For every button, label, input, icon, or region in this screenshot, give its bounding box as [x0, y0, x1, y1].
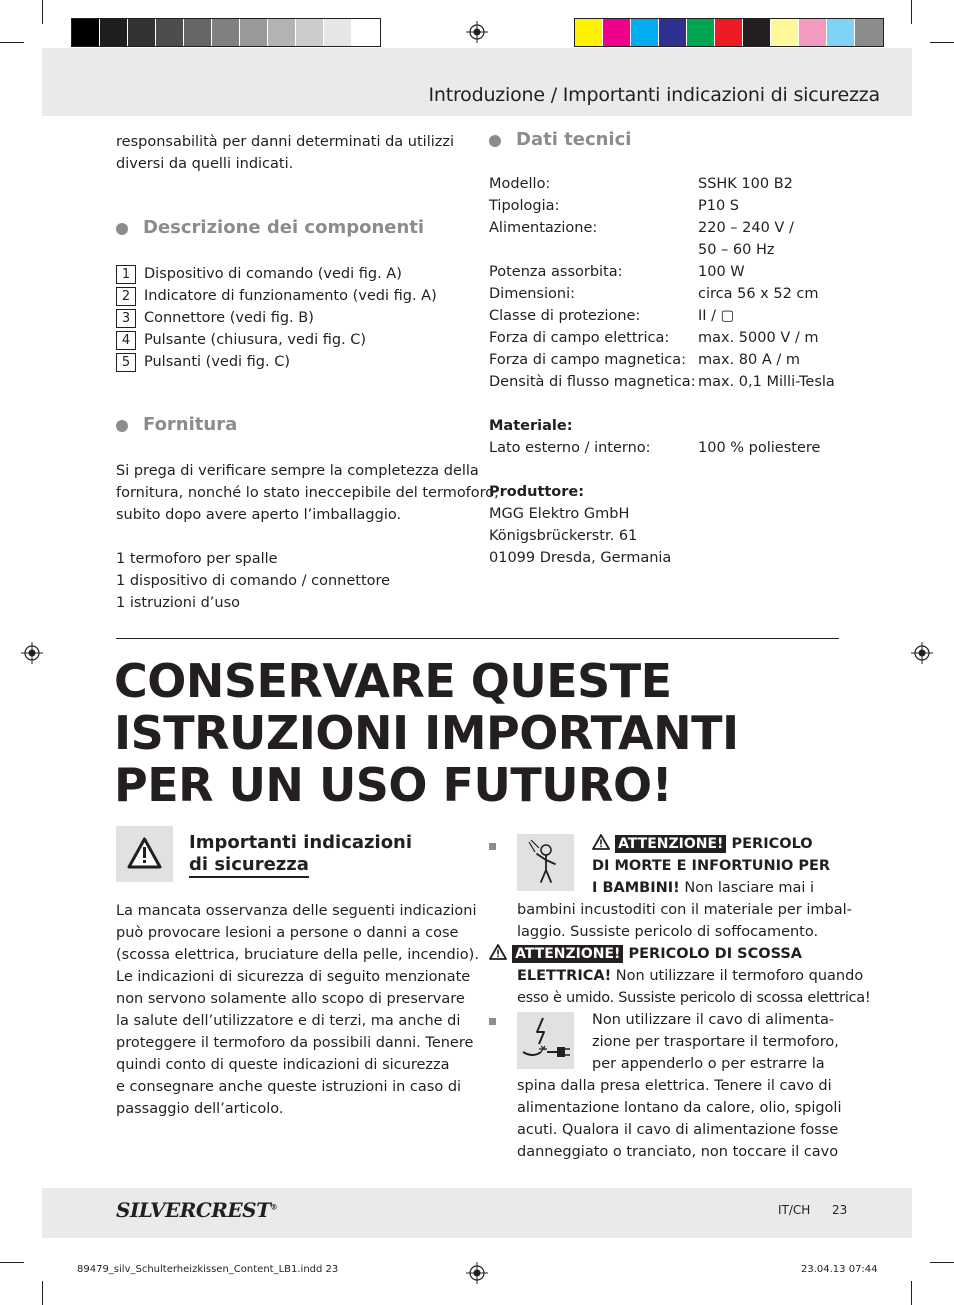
brand-logo: SILVERCREST®: [116, 1198, 277, 1222]
spec-value: max. 5000 V / m: [698, 330, 819, 346]
text-line: non servono solamente allo scopo di preservare: [116, 991, 465, 1007]
safety-heading: [189, 832, 412, 878]
text-line: responsabilità per danni determinati da utilizzi: [116, 134, 454, 150]
divider: [116, 638, 839, 639]
component-number: 5: [116, 353, 136, 372]
text-line: Si prega di verificare sempre la completezza della: [116, 463, 479, 479]
title-line: ISTRUZIONI IMPORTANTI: [114, 706, 739, 760]
damaged-cable-icon: [517, 1012, 574, 1069]
text-line: (scossa elettrica, bruciature della pelle, incendio).: [116, 947, 479, 963]
spec-value: P10 S: [698, 198, 740, 214]
warning-text: laggio. Sussiste pericolo di soffocamento.: [517, 924, 819, 940]
component-label: Pulsanti (vedi fig. C): [144, 354, 290, 370]
spec-value: SSHK 100 B2: [698, 176, 793, 192]
component-label: Indicatore di funzionamento (vedi fig. A): [144, 288, 437, 304]
warning-electric-cont: [517, 965, 870, 1009]
material-value: 100 % poliestere: [698, 440, 821, 456]
warning-text: acuti. Qualora il cavo di alimentazione fosse: [517, 1122, 839, 1138]
spec-value: II / ▢: [698, 308, 735, 324]
warning-triangle-icon: [489, 944, 507, 960]
text-line: e consegnare anche queste istruzioni in caso di: [116, 1079, 462, 1095]
crop-mark: [930, 42, 954, 43]
component-item: [116, 263, 402, 285]
section-bullet: [489, 135, 501, 147]
intro-continuation: [116, 131, 454, 175]
attention-tag: ATTENZIONE!: [615, 835, 726, 853]
spec-label: Modello:: [489, 176, 551, 192]
crop-mark: [911, 1281, 912, 1305]
text-line: diversi da quelli indicati.: [116, 156, 294, 172]
producer-heading: Produttore:: [489, 484, 585, 500]
spec-label: Dimensioni:: [489, 286, 575, 302]
material-heading: Materiale:: [489, 418, 573, 434]
warning-cable-cont: [517, 1075, 842, 1163]
page-title: Introduzione / Importanti indicazioni di sicurezza: [428, 84, 880, 106]
warning-children-cont: [517, 899, 852, 943]
crop-mark: [911, 0, 912, 24]
components-heading: Descrizione dei componenti: [143, 217, 425, 238]
list-item: 1 termoforo per spalle: [116, 551, 278, 567]
component-label: Connettore (vedi fig. B): [144, 310, 314, 326]
spec-label: Forza di campo elettrica:: [489, 330, 670, 346]
list-item: 1 dispositivo di comando / connettore: [116, 573, 391, 589]
warning-text: alimentazione lontano da calore, olio, spigoli: [517, 1100, 842, 1116]
text-line: La mancata osservanza delle seguenti indicazioni: [116, 903, 477, 919]
section-bullet: [116, 420, 128, 432]
attention-tag: ATTENZIONE!: [512, 945, 623, 963]
keep-instructions-title: [114, 655, 739, 811]
component-label: Pulsante (chiusura, vedi fig. C): [144, 332, 367, 348]
registration-mark-icon: [21, 642, 43, 664]
locale-label: IT/CH: [778, 1203, 811, 1217]
spec-value: circa 56 x 52 cm: [698, 286, 819, 302]
text-line: può provocare lesioni a persone o danni a cose: [116, 925, 459, 941]
component-number: 4: [116, 331, 136, 350]
section-bullet: [116, 223, 128, 235]
component-number: 3: [116, 309, 136, 328]
component-label: Dispositivo di comando (vedi fig. A): [144, 266, 402, 282]
component-number: 1: [116, 265, 136, 284]
slug-file: 89479_silv_Schulterheizkissen_Content_LB1.indd 23: [77, 1264, 339, 1275]
warning-triangle-icon: [592, 834, 610, 850]
grayscale-bar: [71, 18, 381, 47]
producer-line: MGG Elektro GmbH: [489, 506, 630, 522]
spec-label: Alimentazione:: [489, 220, 598, 236]
warning-text: per appenderlo o per estrarre la: [592, 1056, 825, 1072]
cable-icon-box: [517, 1012, 574, 1069]
list-item: 1 istruzioni d’uso: [116, 595, 241, 611]
component-number: 2: [116, 287, 136, 306]
warning-text: Non lasciare mai i: [679, 880, 815, 896]
spec-label: Tipologia:: [489, 198, 560, 214]
warning-bold: ELETTRICA!: [517, 968, 612, 984]
text-line: Le indicazioni di sicurezza di seguito menzionate: [116, 969, 471, 985]
title-line: PER UN USO FUTURO!: [114, 758, 673, 812]
spec-label: Densità di flusso magnetica:: [489, 374, 696, 390]
component-item: [116, 351, 290, 373]
registration-mark-icon: [466, 1262, 488, 1284]
component-item: [116, 307, 314, 329]
crop-mark: [0, 1262, 24, 1263]
spec-label: Potenza assorbita:: [489, 264, 623, 280]
warning-text: zione per trasportare il termoforo,: [592, 1034, 839, 1050]
safety-text: [116, 900, 479, 1120]
producer-line: Königsbrückerstr. 61: [489, 528, 638, 544]
warning-electric: [489, 943, 802, 965]
spec-value: max. 80 A / m: [698, 352, 801, 368]
fornitura-list: [116, 548, 390, 614]
spec-value: 220 – 240 V /: [698, 220, 794, 236]
text-line: passaggio dell’articolo.: [116, 1101, 284, 1117]
warning-triangle-icon: [116, 826, 173, 882]
text-line: quindi conto di queste indicazioni di sicurezza: [116, 1057, 450, 1073]
warning-text: danneggiato o tranciato, non toccare il cavo: [517, 1144, 839, 1160]
text-line: subito dopo avere aperto l’imballaggio.: [116, 507, 402, 523]
heading-line: Importanti indicazioni: [189, 832, 413, 853]
warning-bold: PERICOLO: [731, 836, 813, 852]
page-info: [778, 1203, 847, 1217]
text-line: proteggere il termoforo da possibili danni. Tenere: [116, 1035, 474, 1051]
spec-value: 50 – 60 Hz: [698, 242, 775, 258]
spec-label: Classe di protezione:: [489, 308, 641, 324]
page-number: 23: [831, 1203, 848, 1217]
spec-label: Forza di campo magnetica:: [489, 352, 687, 368]
warning-children: [592, 833, 830, 899]
warning-bold: PERICOLO DI SCOSSA: [628, 946, 803, 962]
fornitura-heading: Fornitura: [143, 414, 238, 435]
crop-mark: [0, 42, 24, 43]
registration-mark-icon: [466, 21, 488, 43]
list-square: [489, 843, 496, 850]
warning-bold: I BAMBINI!: [592, 880, 680, 896]
warning-box: [116, 826, 173, 882]
warning-text: spina dalla presa elettrica. Tenere il cavo di: [517, 1078, 832, 1094]
component-item: [116, 285, 437, 307]
title-line: CONSERVARE QUESTE: [114, 654, 672, 708]
color-bar: [574, 18, 884, 47]
warning-text: Non utilizzare il termoforo quando: [611, 968, 864, 984]
crop-mark: [42, 0, 43, 24]
crop-mark: [930, 1262, 954, 1263]
tech-heading: Dati tecnici: [516, 129, 632, 150]
component-item: [116, 329, 366, 351]
text-line: fornitura, nonché lo stato ineccepibile del termoforo,: [116, 485, 499, 501]
child-icon-box: [517, 834, 574, 891]
spec-value: max. 0,1 Milli-Tesla: [698, 374, 835, 390]
producer-line: 01099 Dresda, Germania: [489, 550, 672, 566]
slug-date: 23.04.13 07:44: [801, 1264, 878, 1275]
spec-value: 100 W: [698, 264, 745, 280]
list-square: [489, 1018, 496, 1025]
text-line: la salute dell’utilizzatore e di terzi, ma anche di: [116, 1013, 461, 1029]
registration-mark-icon: [911, 642, 933, 664]
warning-bold: DI MORTE E INFORTUNIO PER: [592, 858, 831, 874]
warning-text: bambini incustoditi con il materiale per imbal-: [517, 902, 852, 918]
material-label: Lato esterno / interno:: [489, 440, 651, 456]
warning-text: esso è umido. Sussiste pericolo di scossa elettrica!: [517, 990, 871, 1006]
child-icon: [517, 834, 574, 891]
heading-line: di sicurezza: [189, 854, 309, 878]
crop-mark: [42, 1281, 43, 1305]
fornitura-text: [116, 460, 499, 526]
warning-cable: [592, 1009, 839, 1075]
warning-text: Non utilizzare il cavo di alimenta-: [592, 1012, 835, 1028]
